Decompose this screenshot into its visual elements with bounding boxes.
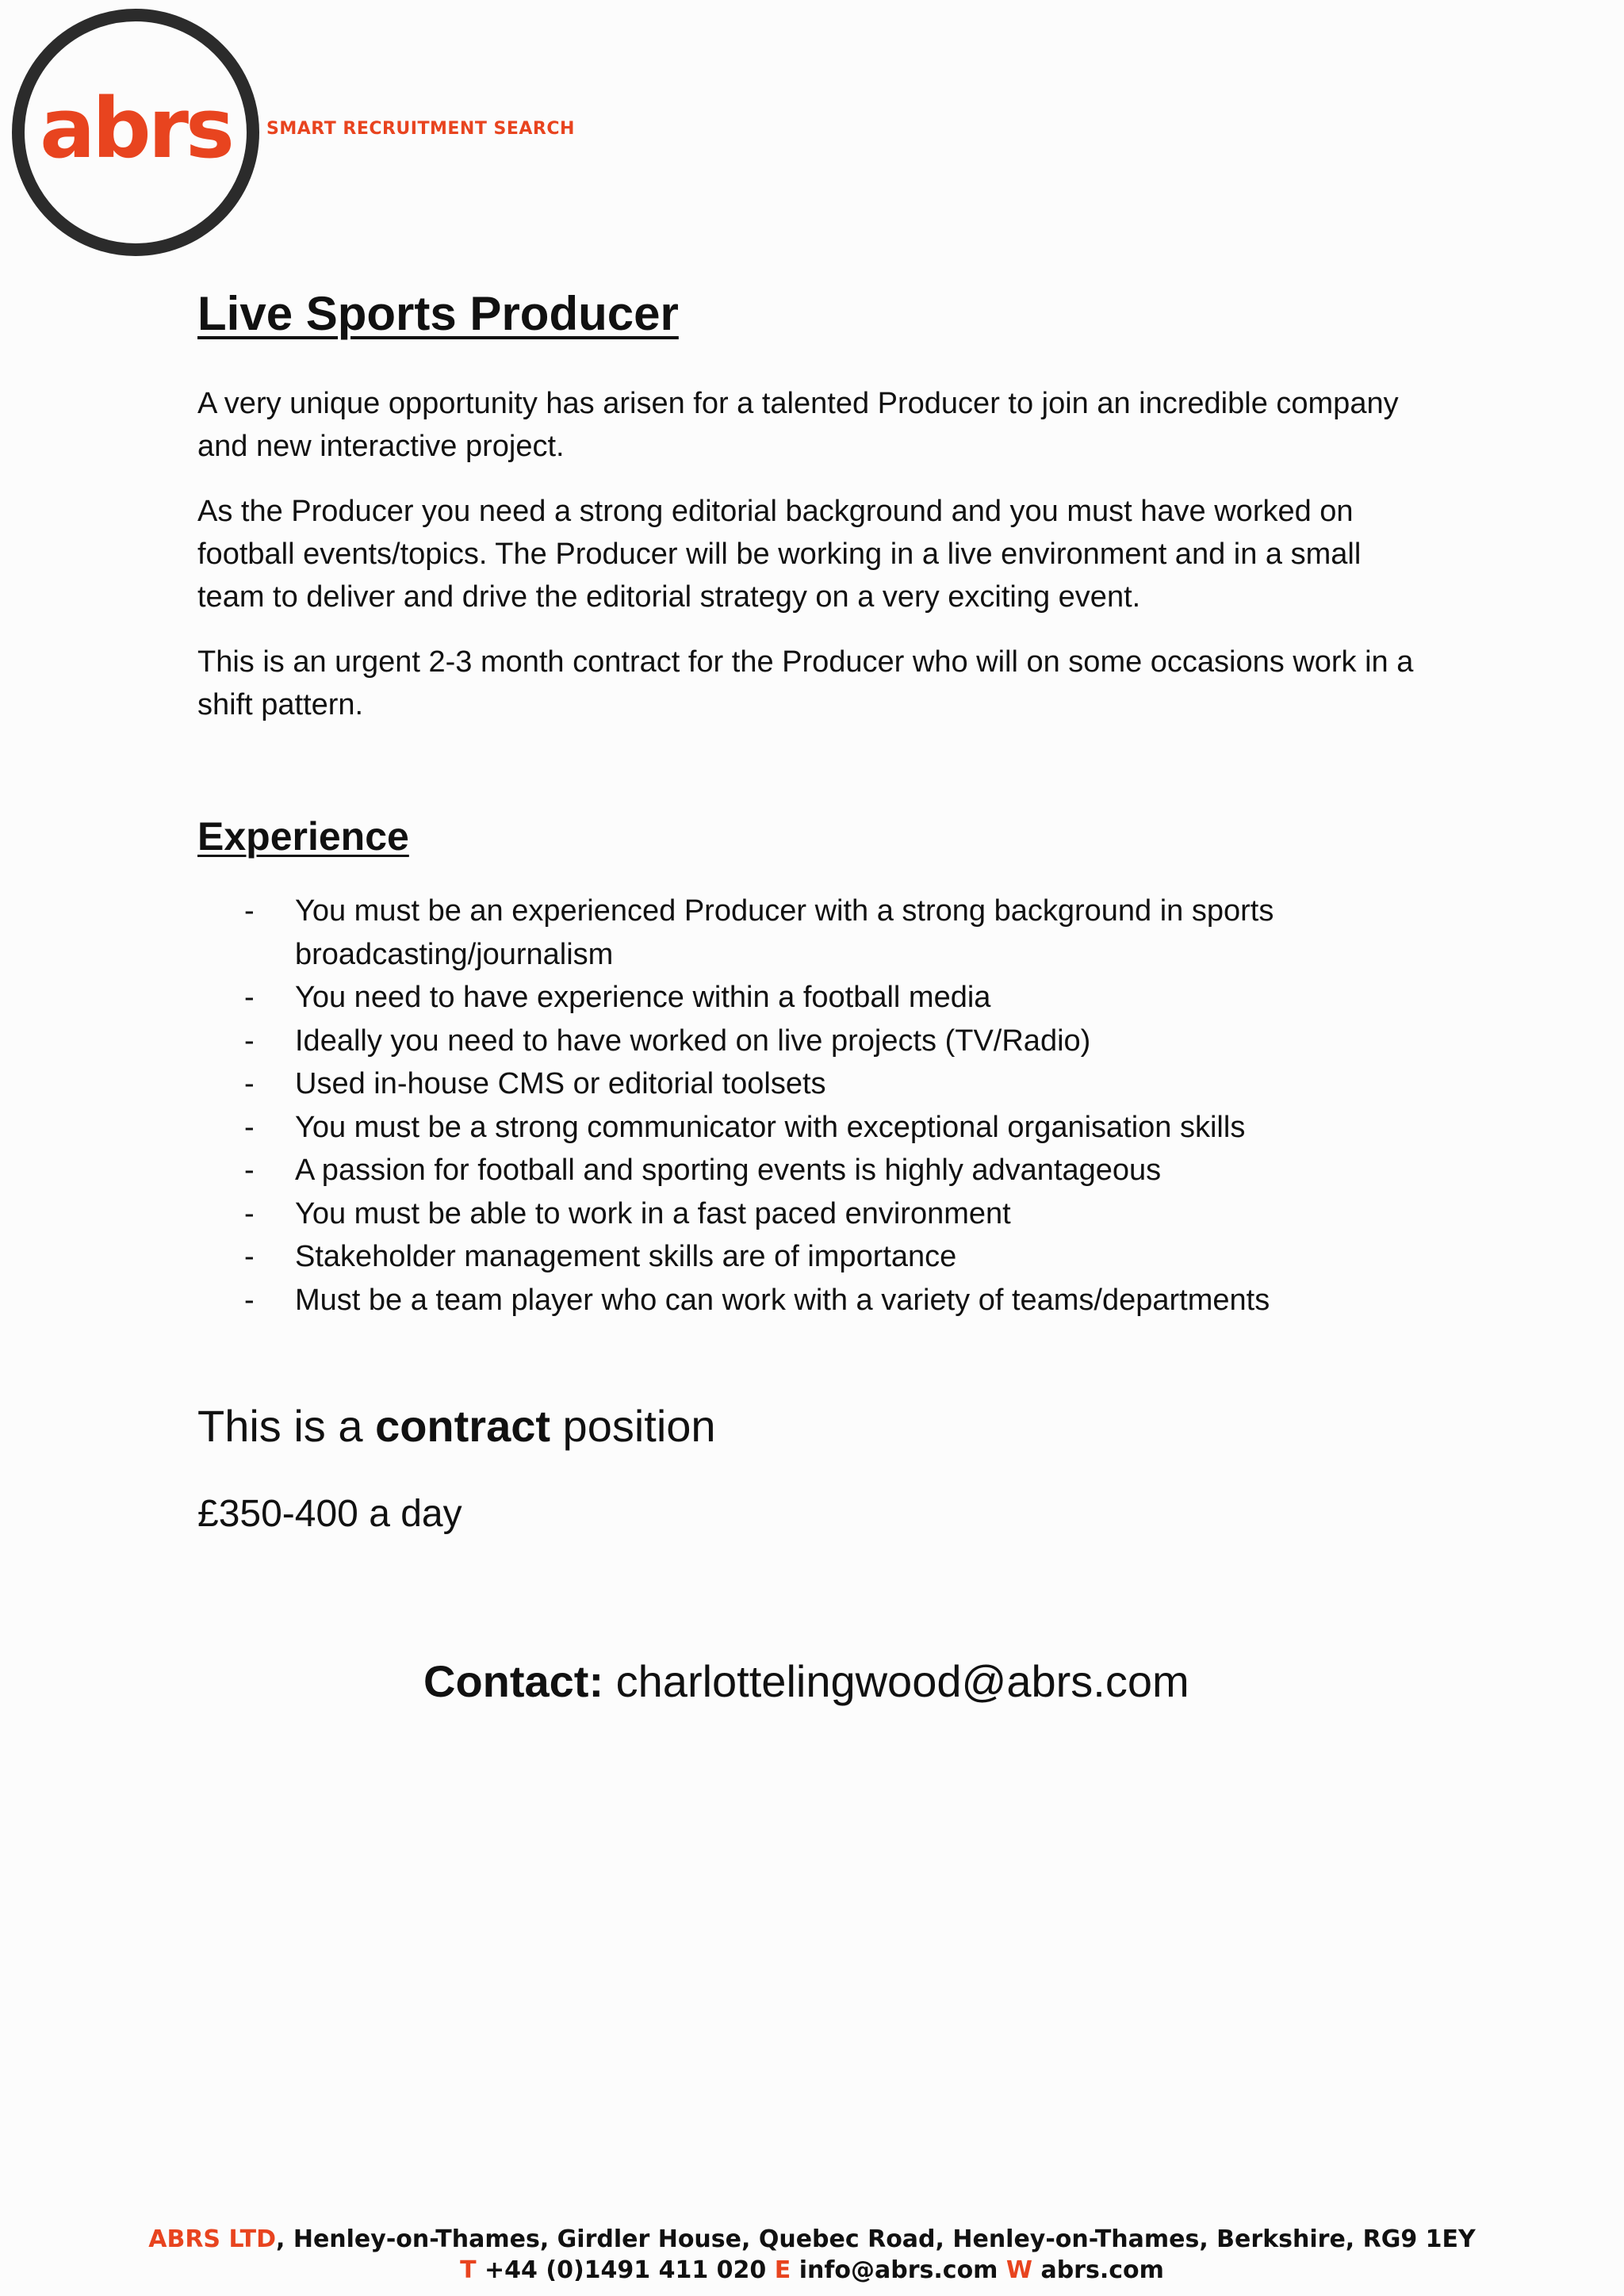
list-item	[197, 1279, 1434, 1322]
day-rate: £350-400 a day	[197, 1493, 462, 1535]
list-item	[197, 976, 1434, 1020]
list-item-text: Stakeholder management skills are of importance	[295, 1240, 957, 1273]
list-item	[197, 1149, 1434, 1192]
contact-label: Contact:	[423, 1656, 604, 1706]
list-item	[197, 1062, 1434, 1106]
list-item	[197, 1235, 1434, 1279]
contact-line	[423, 1655, 1189, 1707]
list-item	[197, 1192, 1434, 1236]
bullet-dash: -	[244, 1110, 255, 1144]
list-item-text: Used in-house CMS or editorial toolsets	[295, 1067, 826, 1100]
footer-phone[interactable]: +44 (0)1491 411 020	[485, 2256, 767, 2284]
footer-company: ABRS LTD	[148, 2225, 276, 2253]
contract-type-emphasis: contract	[375, 1401, 550, 1451]
list-item	[197, 890, 1434, 976]
footer-contacts	[0, 2256, 1624, 2284]
list-item	[197, 1020, 1434, 1063]
footer-web-label: W	[1005, 2256, 1032, 2284]
contact-email[interactable]: charlottelingwood@abrs.com	[615, 1656, 1189, 1706]
list-item-text: You need to have experience within a football media	[295, 981, 991, 1014]
list-item-text: You must be a strong communicator with exceptional organisation skills	[295, 1110, 1246, 1144]
bullet-dash: -	[244, 1024, 255, 1058]
contract-type	[197, 1400, 716, 1452]
logo-wordmark: abrs	[40, 80, 232, 177]
footer-phone-label: T	[460, 2256, 477, 2284]
contract-paragraph: This is an urgent 2-3 month contract for the Producer who will on some occasions work in a shift pattern.	[197, 645, 1414, 721]
bullet-dash: -	[244, 1154, 255, 1187]
list-item-text: Must be a team player who can work with a variety of teams/departments	[295, 1283, 1270, 1317]
footer-web[interactable]: abrs.com	[1040, 2256, 1164, 2284]
intro-paragraph: A very unique opportunity has arisen for a talented Producer to join an incredible company and new interactive project.	[197, 387, 1399, 463]
bullet-dash: -	[244, 981, 255, 1014]
role-paragraph: As the Producer you need a strong editorial background and you must have worked on football events/topics. The Producer will be working in a live environment and in a small team to deliver and drive the editorial strategy on a very exciting event.	[197, 495, 1362, 614]
bullet-dash: -	[244, 1196, 255, 1230]
experience-list	[197, 890, 1434, 1322]
footer-address	[0, 2225, 1624, 2253]
list-item-text: Ideally you need to have worked on live projects (TV/Radio)	[295, 1024, 1091, 1058]
footer-email[interactable]: info@abrs.com	[799, 2256, 998, 2284]
experience-heading: Experience	[197, 814, 409, 859]
bullet-dash: -	[244, 1067, 255, 1100]
bullet-dash: -	[244, 894, 255, 928]
footer-email-label: E	[774, 2256, 791, 2284]
list-item-text: You must be able to work in a fast paced environment	[295, 1196, 1011, 1230]
list-item-text: A passion for football and sporting events is highly advantageous	[295, 1154, 1162, 1187]
logo-tagline: SMART RECRUITMENT SEARCH	[266, 119, 575, 139]
job-title: Live Sports Producer	[197, 287, 679, 340]
bullet-dash: -	[244, 1283, 255, 1317]
contract-prefix: This is a	[197, 1401, 376, 1451]
abrs-logo	[10, 6, 262, 258]
job-posting	[197, 285, 1434, 1706]
contract-suffix: position	[550, 1401, 716, 1451]
footer-address-text: , Henley-on-Thames, Girdler House, Quebec Road, Henley-on-Thames, Berkshire, RG9 1EY	[276, 2225, 1476, 2253]
list-item	[197, 1106, 1434, 1150]
list-item-text: You must be an experienced Producer with a strong background in sports broadcasting/journalism	[295, 894, 1274, 971]
bullet-dash: -	[244, 1240, 255, 1273]
